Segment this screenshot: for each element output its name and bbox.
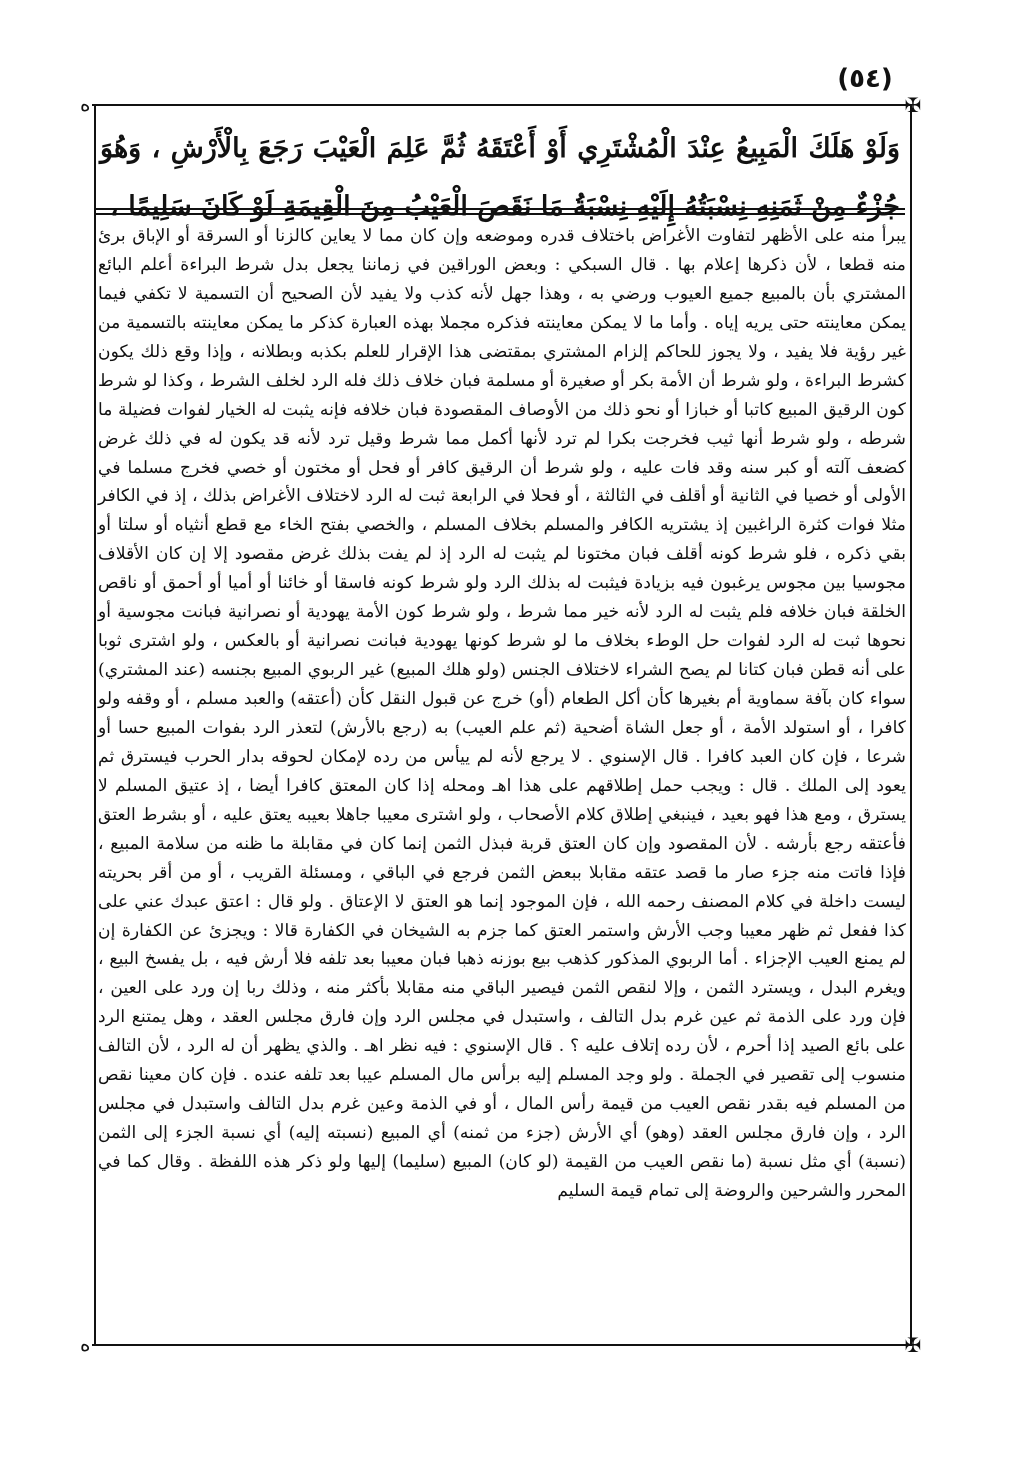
right-frame-line (910, 104, 912, 1344)
commentary-text (98, 222, 906, 1322)
bottom-frame-rule (92, 1344, 912, 1346)
top-frame-rule (92, 104, 912, 106)
bottom-left-side-mark: ﻩ (80, 1332, 91, 1356)
matn-divider-lower (95, 213, 905, 215)
top-right-ornament-icon: ✠ (904, 93, 922, 117)
left-frame-line (94, 104, 96, 1344)
bottom-right-ornament-icon: ✠ (904, 1333, 922, 1357)
page-number: (٥٤) (837, 64, 893, 94)
commentary-paragraph: يبرأ منه على الأظهر لتفاوت الأغراض باختلاف قدره وموضعه وإن كان مما لا يعاين كالزنا أو السرقة أو الإباق برئ منه قطعا ، لأن ذكرها إعلام بها . قال السبكي : وبعض الوراقين في زماننا يجعل بدل شرط البراءة أعلم البائع المشتري بأن بالمبيع جميع العيوب ورضي به ، وهذا جهل لأنه كذب ولا يفيد لأن الصحيح أن التسمية لا تكفي فيما يمكن معاينته حتى يريه إياه . وأما ما لا يمكن معاينته فذكره مجملا بهذه العبارة كذكر ما يمكن معاينته بالتسمية من غير رؤية فلا يفيد ، ولا يجوز للحاكم إلزام المشتري بمقتضى هذا الإقرار للعلم بكذبه وبطلانه ، وإذا وقع ذلك يكون كشرط البراءة ، ولو شرط أن الأمة بكر أو صغيرة أو مسلمة فبان خلاف ذلك فله الرد لخلف الشرط ، وكذا لو شرط كون الرقيق المبيع كاتبا أو خبازا أو نحو ذلك من الأوصاف المقصودة فبان خلافه فإنه يثبت له الخيار لفوات فضيلة ما شرطه ، ولو شرط أنها ثيب فخرجت بكرا لم ترد لأنها أكمل مما شرط وقيل ترد لأنه قد يكون له في ذلك غرض كضعف آلته أو كبر سنه وقد فات عليه ، ولو شرط أن الرقيق كافر أو فحل أو مختون أو خصي فخرج مسلما في الأولى أو خصيا في الثانية أو أقلف في الثالثة ، أو فحلا في الرابعة ثبت له الرد لاختلاف الأغراض بذلك ، إذ في الكافر مثلا فوات كثرة الراغبين إذ يشتريه الكافر والمسلم بخلاف المسلم ، والخصي بفتح الخاء مع قطع أنثياه أو سلتا أو بقي ذكره ، فلو شرط كونه أقلف فبان مختونا لم يثبت له الرد إذ لم يفت بذلك غرض مقصود إلا إن كان الأقلاف مجوسيا بين مجوس يرغبون فيه بزيادة فيثبت له بذلك الرد ولو شرط كونه فاسقا أو خائنا أو أميا أو أحمق أو ناقص الخلقة فبان خلافه فلم يثبت له الرد لأنه خير مما شرط ، ولو شرط كون الأمة يهودية أو نصرانية فبانت مجوسية أو نحوها ثبت له الرد لفوات حل الوطء بخلاف ما لو شرط كونها يهودية فبانت نصرانية أو بالعكس ، ولو اشترى ثوبا على أنه قطن فبان كتانا لم يصح الشراء لاختلاف الجنس (ولو هلك المبيع) غير الربوي المبيع بجنسه (عند المشتري) سواء كان بآفة سماوية أم بغيرها كأن أكل الطعام (أو) خرج عن قبول النقل كأن (أعتقه) والعبد مسلم ، أو وقفه ولو كافرا ، أو استولد الأمة ، أو جعل الشاة أضحية (ثم علم العيب) به (رجع بالأرش) لتعذر الرد بفوات المبيع حسا أو شرعا ، فإن كان العبد كافرا . قال الإسنوي . لا يرجع لأنه لم ييأس من رده لإمكان لحوقه بدار الحرب فيسترق ثم يعود إلى الملك . قال : ويجب حمل إطلاقهم على هذا اهـ ومحله إذا كان المعتق كافرا أيضا ، إذ عتيق المسلم لا يسترق ، ومع هذا فهو بعيد ، فينبغي إطلاق كلام الأصحاب ، ولو اشترى معيبا جاهلا بعيبه يعتق عليه ، أو بشرط العتق فأعتقه رجع بأرشه . لأن المقصود وإن كان العتق قربة فبذل الثمن إنما كان في مقابلة ما ظنه من سلامة المبيع ، فإذا فاتت منه جزء صار ما قصد عتقه مقابلا ببعض الثمن فرجع في الباقي ، ومسئلة القريب ، أو من أقر بحريته ليست داخلة في كلام المصنف رحمه الله ، فإن الموجود إنما هو العتق لا الإعتاق . ولو قال : اعتق عبدك عني على كذا ففعل ثم ظهر معيبا وجب الأرش واستمر العتق كما جزم به الشيخان في الكفارة قالا : ويجزئ عن الكفارة إن لم يمنع العيب الإجزاء . أما الربوي المذكور كذهب بيع بوزنه ذهبا فبان معيبا بعد تلفه فلا أرش فيه ، بل يفسخ البيع ، ويغرم البدل ، ويسترد الثمن ، وإلا لنقص الثمن فيصير الباقي منه مقابلا بأكثر منه ، وذلك ربا إن ورد على العين ، فإن ورد على الذمة ثم عين غرم بدل التالف ، واستبدل في مجلس الرد وإن فارق مجلس العقد ، وهل يمتنع الرد على بائع الصيد إذا أحرم ، لأن رده إتلاف عليه ؟ . قال الإسنوي : فيه نظر اهـ . والذي يظهر أن له الرد ، لأن التالف منسوب إلى تقصير في الجملة . ولو وجد المسلم إليه برأس مال المسلم عيبا بعد تلفه عنده . فإن كان معينا نقص من المسلم فيه بقدر نقص العيب من قيمة رأس المال ، أو في الذمة وعين غرم بدل التالف واستبدل في مجلس الرد ، وإن فارق مجلس العقد (وهو) أي الأرش (جزء من ثمنه) أي المبيع (نسبته إليه) أي نسبة الجزء إلى الثمن (نسبة) أي مثل نسبة (ما نقص العيب من القيمة (لو كان) المبيع (سليما) إليها ولو ذكر هذه اللفظة . وقال كما في المحرر والشرحين والروضة إلى تمام قيمة السليم (98, 226, 906, 1201)
matn-divider-upper (95, 208, 905, 210)
matn-text: وَلَوْ هَلَكَ الْمَبِيعُ عِنْدَ الْمُشْتَرِي أَوْ أَعْتَقَهُ ثُمَّ عَلِمَ الْعَيْبَ رَجَعَ بِالْأَرْشِ ، وَهُوَ جُزْءٌ مِنْ ثَمَنِهِ نِسْبَتُهُ إِلَيْهِ نِسْبَةُ مَا نَقَصَ الْعَيْبُ مِنَ الْقِيمَةِ لَوْ كَانَ سَلِيمًا ، (100, 133, 900, 222)
top-left-side-mark: ﻩ (80, 92, 91, 116)
